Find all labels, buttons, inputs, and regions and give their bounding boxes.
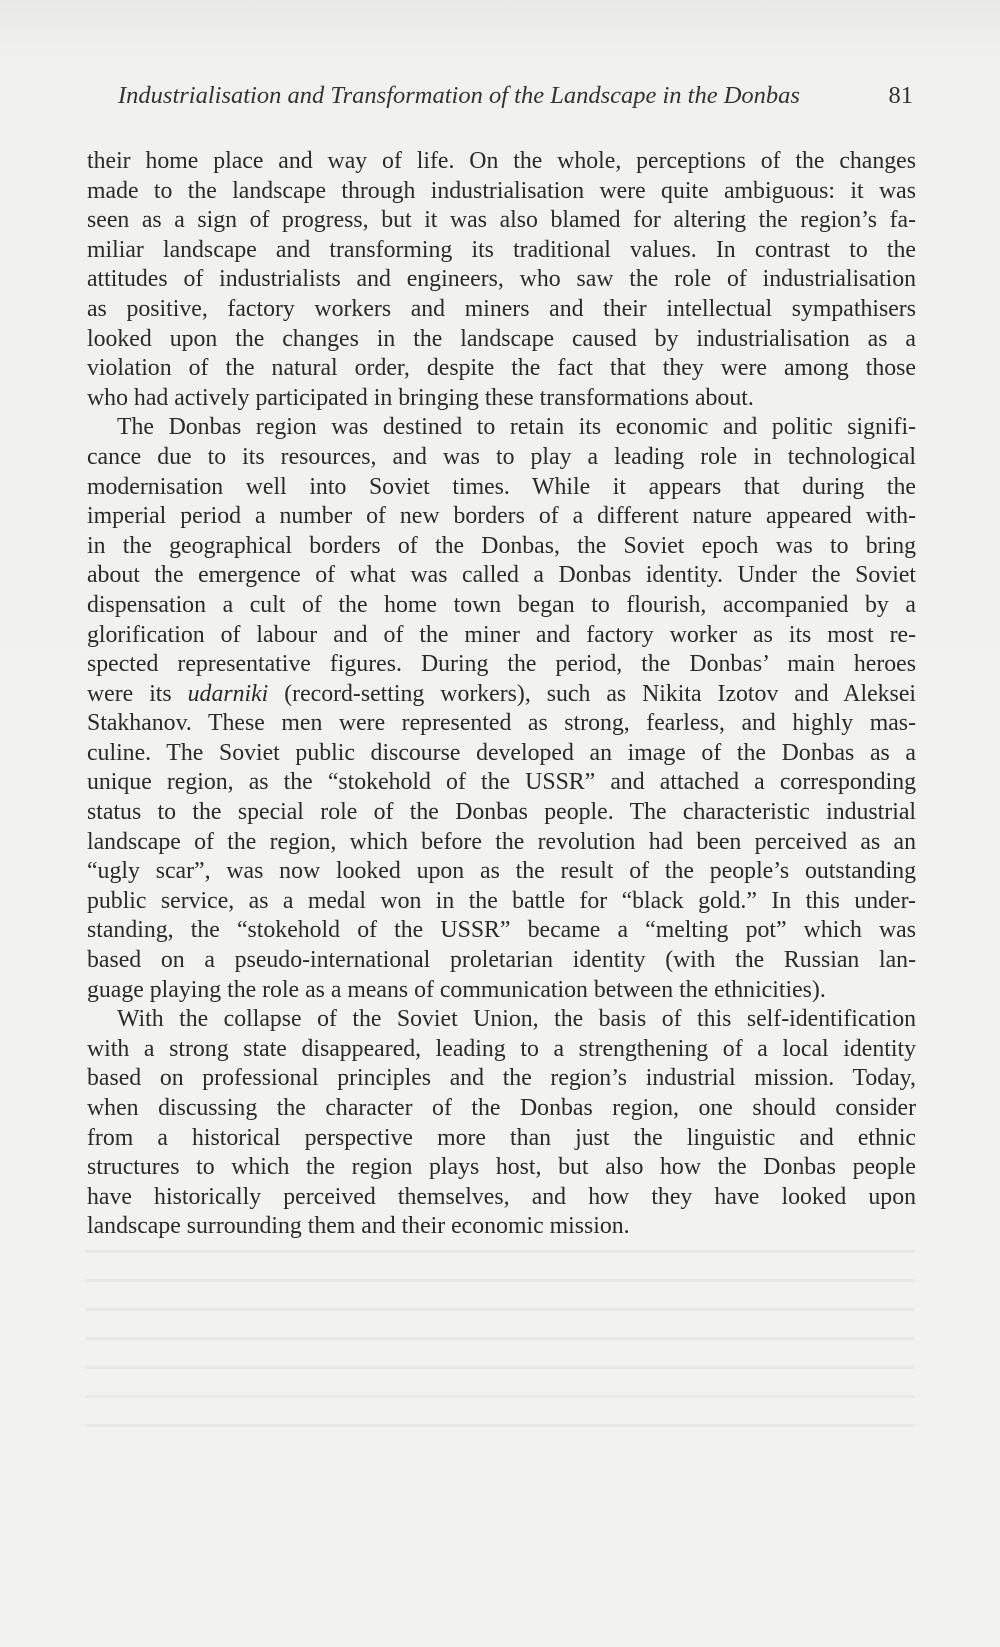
- text-line: when discussing the character of the Donbas region, one should consider: [87, 1095, 916, 1121]
- text-line: public service, as a medal won in the battle for “black gold.” In this under-: [87, 887, 916, 914]
- running-head: [118, 80, 913, 112]
- text-line: standing, the “stokehold of the USSR” became a “melting pot” which was: [87, 917, 916, 944]
- text-line: Stakhanov. These men were represented as strong, fearless, and highly mas-: [87, 710, 916, 737]
- text-line: status to the special role of the Donbas people. The characteristic industrial: [87, 799, 916, 826]
- running-title: Industrialisation and Transformation of the Landscape in the Donbas: [118, 82, 800, 109]
- show-through-texture: [85, 1232, 915, 1432]
- text-line: guage playing the role as a means of communication between the ethnicities).: [87, 976, 826, 1003]
- text-line: miliar landscape and transforming its traditional values. In contrast to the: [87, 236, 916, 263]
- text-line: based on a pseudo-international proletarian identity (with the Russian lan-: [87, 947, 916, 974]
- text-line: looked upon the changes in the landscape caused by industrialisation as a: [87, 325, 916, 352]
- text-line: dispensation a cult of the home town began to flourish, accompanied by a: [87, 591, 916, 618]
- text-line: with a strong state disappeared, leading to a strengthening of a local identity: [87, 1035, 916, 1062]
- text-line: about the emergence of what was called a Donbas identity. Under the Soviet: [87, 562, 916, 589]
- text-line: modernisation well into Soviet times. While it appears that during the: [87, 473, 916, 500]
- text-line: landscape of the region, which before the revolution had been perceived as an: [87, 828, 916, 855]
- text-line: violation of the natural order, despite the fact that they were among those: [87, 355, 916, 382]
- text-line: who had actively participated in bringing these transformations about.: [87, 384, 754, 411]
- text-line: in the geographical borders of the Donbas, the Soviet epoch was to bring: [87, 532, 916, 559]
- text-line: spected representative figures. During the period, the Donbas’ main heroes: [87, 651, 916, 678]
- text-line: structures to which the region plays host, but also how the Donbas people: [87, 1154, 916, 1181]
- text-line: The Donbas region was destined to retain its economic and politic signifi-: [117, 414, 916, 441]
- text-line: have historically perceived themselves, and how they have looked upon: [87, 1183, 916, 1210]
- text-line: their home place and way of life. On the whole, perceptions of the changes: [87, 148, 916, 174]
- text-line: With the collapse of the Soviet Union, the basis of this self-identification: [117, 1006, 916, 1033]
- text-line: [87, 680, 916, 710]
- text-line: unique region, as the “stokehold of the USSR” and attached a corresponding: [87, 769, 916, 796]
- text-line: glorification of labour and of the miner and factory worker as its most re-: [87, 621, 916, 648]
- text-line-start: were its: [87, 680, 188, 707]
- text-line: as positive, factory workers and miners and their intellectual sympathisers: [87, 295, 916, 322]
- text-line: attitudes of industrialists and engineers, who saw the role of industrialisation: [87, 266, 916, 293]
- text-line: seen as a sign of progress, but it was also blamed for altering the region’s fa-: [87, 207, 916, 234]
- text-line: made to the landscape through industrialisation were quite ambiguous: it was: [87, 177, 916, 204]
- text-line: based on professional principles and the region’s industrial mission. Today,: [87, 1065, 916, 1092]
- text-line: “ugly scar”, was now looked upon as the result of the people’s outstanding: [87, 858, 916, 885]
- text-line: landscape surrounding them and their economic mission.: [87, 1213, 630, 1240]
- text-line: from a historical perspective more than just the linguistic and ethnic: [87, 1124, 916, 1151]
- text-line: culine. The Soviet public discourse developed an image of the Donbas as a: [87, 739, 916, 766]
- body-text: [87, 147, 916, 1242]
- text-line: imperial period a number of new borders of a different nature appeared with-: [87, 503, 916, 530]
- page-number: 81: [888, 82, 913, 109]
- italic-term: udarniki: [187, 680, 269, 707]
- text-line-end: (record-setting workers), such as Nikita Izotov and Aleksei: [268, 680, 916, 707]
- text-line: cance due to its resources, and was to play a leading role in technological: [87, 443, 916, 470]
